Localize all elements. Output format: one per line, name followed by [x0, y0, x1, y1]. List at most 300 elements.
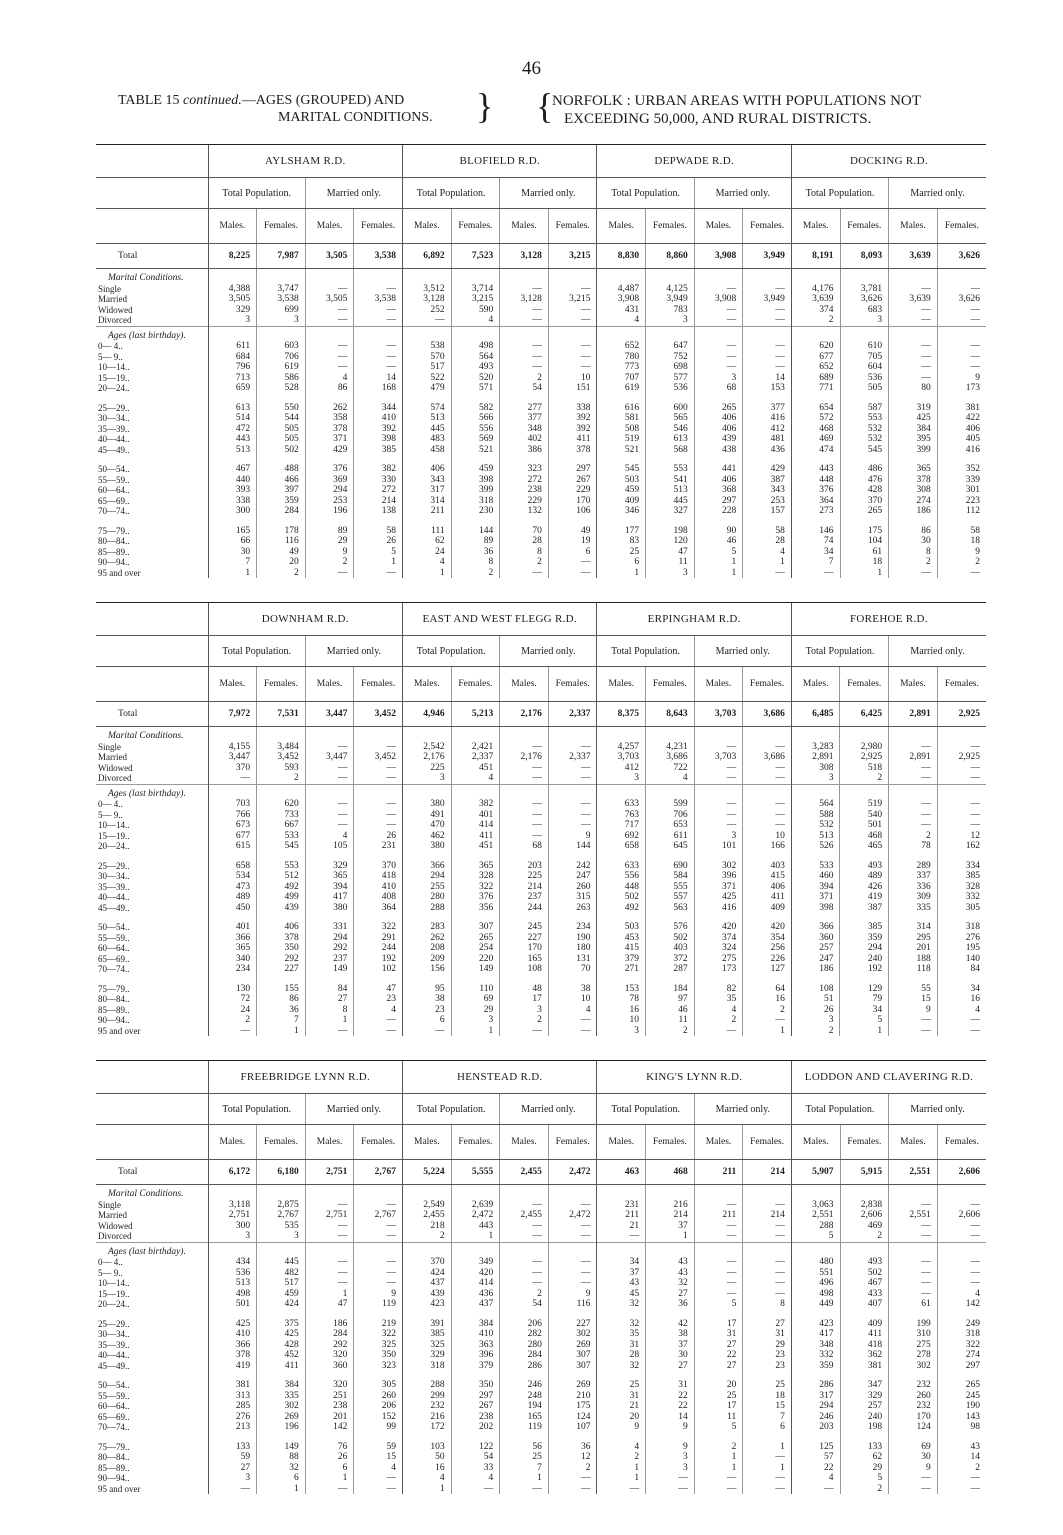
value-cell: 406 — [403, 464, 452, 475]
value-cell: 3,538 — [354, 294, 403, 305]
value-cell: 2 — [889, 831, 938, 842]
value-cell: 4,176 — [791, 284, 840, 295]
value-cell: 3 — [646, 1463, 695, 1474]
value-cell: 3,747 — [257, 284, 306, 295]
value-cell: 410 — [354, 882, 403, 893]
value-cell: 1 — [305, 1289, 354, 1300]
value-cell: 4,946 — [403, 702, 452, 727]
females-header: Females. — [257, 209, 306, 244]
row-label: 80—84.. — [98, 994, 130, 1005]
value-cell: 21 — [597, 1401, 646, 1412]
value-cell: — — [743, 352, 792, 363]
value-cell: — — [743, 763, 792, 774]
value-cell: 287 — [646, 964, 695, 975]
value-cell: 3 — [694, 831, 743, 842]
value-cell: 15 — [743, 1401, 792, 1412]
age-row — [96, 1391, 986, 1402]
value-cell: 262 — [403, 933, 452, 944]
value-cell: 384 — [889, 424, 938, 435]
value-cell: 339 — [937, 475, 986, 486]
value-cell: 334 — [937, 861, 986, 872]
value-cell: — — [743, 1221, 792, 1232]
value-cell: 402 — [500, 434, 549, 445]
value-cell: 673 — [208, 820, 257, 831]
value-cell: 450 — [208, 903, 257, 914]
value-cell: 242 — [548, 861, 597, 872]
value-cell: 78 — [889, 841, 938, 852]
value-cell: 54 — [500, 1299, 549, 1310]
value-cell: 5,555 — [451, 1160, 500, 1185]
value-cell: 300 — [208, 506, 257, 517]
value-cell: 9 — [889, 1005, 938, 1016]
value-cell: 78 — [597, 994, 646, 1005]
value-cell: 138 — [354, 506, 403, 517]
value-cell: 376 — [451, 892, 500, 903]
value-cell: 142 — [305, 1422, 354, 1433]
value-cell: 272 — [500, 475, 549, 486]
value-cell: 5 — [694, 1299, 743, 1310]
value-cell: — — [548, 315, 597, 326]
value-cell: 426 — [840, 882, 889, 893]
value-cell: 2,176 — [500, 702, 549, 727]
value-cell: 19 — [548, 536, 597, 547]
value-cell: 3,215 — [548, 244, 597, 269]
row-label: 55—59.. — [98, 474, 130, 485]
value-cell: 86 — [257, 994, 306, 1005]
value-cell: 8 — [305, 1005, 354, 1016]
value-cell: 3,063 — [791, 1200, 840, 1211]
married-only-header: Married only. — [305, 636, 402, 667]
value-cell: 165 — [500, 1412, 549, 1423]
value-cell: 564 — [791, 799, 840, 810]
value-cell: 459 — [451, 464, 500, 475]
total-population-header: Total Population. — [403, 636, 500, 667]
value-cell: 8,643 — [646, 702, 695, 727]
row-label: 50—54.. — [98, 1380, 130, 1391]
value-cell: 4,388 — [208, 284, 257, 295]
value-cell: 2,337 — [548, 752, 597, 763]
value-cell: — — [937, 1221, 986, 1232]
value-cell: 209 — [403, 954, 452, 965]
value-cell: 462 — [403, 831, 452, 842]
value-cell: — — [646, 1484, 695, 1495]
value-cell: 553 — [257, 861, 306, 872]
total-population-header: Total Population. — [791, 178, 888, 209]
value-cell: 502 — [597, 892, 646, 903]
value-cell: 581 — [597, 413, 646, 424]
value-cell: 1 — [403, 568, 452, 579]
ages-heading: Ages (last birthday). — [108, 1246, 186, 1257]
value-cell: — — [500, 352, 549, 363]
value-cell: 322 — [354, 1329, 403, 1340]
value-cell: — — [743, 1289, 792, 1300]
district-name: DOCKING R.D. — [791, 145, 986, 178]
value-cell: 329 — [305, 861, 354, 872]
value-cell: — — [937, 1200, 986, 1211]
total-population-header: Total Population. — [597, 1094, 694, 1125]
married-only-header: Married only. — [889, 1094, 986, 1125]
value-cell: 382 — [451, 799, 500, 810]
value-cell: 7 — [743, 1412, 792, 1423]
value-cell: 481 — [743, 434, 792, 445]
value-cell: 28 — [500, 536, 549, 547]
value-cell: — — [889, 1289, 938, 1300]
value-cell: 350 — [257, 943, 306, 954]
value-cell: 465 — [840, 841, 889, 852]
value-cell: — — [305, 1278, 354, 1289]
value-cell: 62 — [403, 536, 452, 547]
value-cell: 3,703 — [694, 752, 743, 763]
value-cell: 165 — [500, 954, 549, 965]
value-cell: 365 — [305, 871, 354, 882]
value-cell: 133 — [208, 1442, 257, 1453]
value-cell: 1 — [743, 557, 792, 568]
value-cell: 5 — [694, 1422, 743, 1433]
district-header-row — [96, 1061, 986, 1094]
value-cell: 251 — [305, 1391, 354, 1402]
value-cell: 428 — [257, 1340, 306, 1351]
value-cell: 273 — [791, 506, 840, 517]
value-cell: 376 — [305, 464, 354, 475]
value-cell: 365 — [451, 861, 500, 872]
value-cell: 328 — [937, 882, 986, 893]
value-cell: 397 — [257, 485, 306, 496]
value-cell: — — [208, 1026, 257, 1037]
value-cell: 350 — [451, 1380, 500, 1391]
value-cell: 295 — [889, 933, 938, 944]
age-row — [96, 413, 986, 424]
age-row — [96, 557, 986, 568]
value-cell: 425 — [257, 1329, 306, 1340]
age-row — [96, 831, 986, 842]
district-name: ERPINGHAM R.D. — [597, 603, 791, 636]
value-cell: 98 — [937, 1422, 986, 1433]
value-cell: 178 — [257, 526, 306, 537]
value-cell: 22 — [646, 1391, 695, 1402]
females-header: Females. — [840, 667, 889, 702]
district-table — [96, 144, 986, 578]
value-cell: 89 — [451, 536, 500, 547]
value-cell: 226 — [743, 954, 792, 965]
value-cell: 307 — [451, 922, 500, 933]
sex-header-row — [96, 1125, 986, 1160]
value-cell: — — [937, 742, 986, 753]
value-cell: 652 — [597, 341, 646, 352]
total-population-header: Total Population. — [208, 178, 305, 209]
value-cell: 356 — [451, 903, 500, 914]
value-cell: 276 — [937, 933, 986, 944]
males-header: Males. — [403, 667, 452, 702]
value-cell: 38 — [403, 994, 452, 1005]
value-cell: 11 — [646, 1015, 695, 1026]
value-cell: 59 — [208, 1452, 257, 1463]
value-cell: 613 — [208, 403, 257, 414]
value-cell: 2 — [840, 1231, 889, 1242]
value-cell: 272 — [354, 485, 403, 496]
value-cell: 406 — [694, 475, 743, 486]
district-name: BLOFIELD R.D. — [403, 145, 597, 178]
value-cell: 16 — [597, 1005, 646, 1016]
value-cell: — — [354, 1221, 403, 1232]
value-cell: 412 — [597, 763, 646, 774]
value-cell: 2,639 — [451, 1200, 500, 1211]
value-cell: 133 — [840, 1442, 889, 1453]
region-line-1: NORFOLK : URBAN AREAS WITH POPULATIONS NOT — [552, 93, 921, 109]
value-cell: 476 — [840, 475, 889, 486]
value-cell: 34 — [840, 1005, 889, 1016]
females-header: Females. — [646, 209, 695, 244]
value-cell: 28 — [743, 536, 792, 547]
value-cell: 540 — [840, 810, 889, 821]
age-row — [96, 1452, 986, 1463]
value-cell: 420 — [694, 922, 743, 933]
table-block — [96, 1060, 986, 1494]
value-cell: 4,257 — [597, 742, 646, 753]
value-cell: 411 — [840, 1329, 889, 1340]
value-cell: — — [937, 284, 986, 295]
value-cell: 603 — [257, 341, 306, 352]
value-cell: 437 — [403, 1278, 452, 1289]
value-cell: 372 — [646, 954, 695, 965]
value-cell: — — [500, 742, 549, 753]
value-cell: — — [889, 742, 938, 753]
value-cell: — — [548, 1026, 597, 1037]
value-cell: 8,225 — [208, 244, 257, 269]
value-cell: 536 — [646, 383, 695, 394]
value-cell: 208 — [403, 943, 452, 954]
value-cell: 80 — [889, 383, 938, 394]
value-cell: 396 — [451, 1350, 500, 1361]
value-cell: 417 — [305, 892, 354, 903]
value-cell: 2 — [548, 1463, 597, 1474]
value-cell: 550 — [257, 403, 306, 414]
males-header: Males. — [208, 1125, 257, 1160]
value-cell: 46 — [646, 1005, 695, 1016]
value-cell: 231 — [597, 1200, 646, 1211]
value-cell: 254 — [451, 943, 500, 954]
value-cell: 198 — [646, 526, 695, 537]
value-cell: 168 — [354, 383, 403, 394]
value-cell: 352 — [937, 464, 986, 475]
value-cell: 325 — [403, 1340, 452, 1351]
value-cell: — — [548, 1015, 597, 1026]
value-cell: 228 — [694, 506, 743, 517]
value-cell: 438 — [694, 445, 743, 456]
value-cell: — — [743, 773, 792, 784]
value-cell: 409 — [743, 903, 792, 914]
value-cell: 2,551 — [889, 1160, 938, 1185]
value-cell: 3 — [646, 568, 695, 579]
value-cell: 3,283 — [791, 742, 840, 753]
value-cell: 192 — [354, 954, 403, 965]
value-cell: — — [694, 305, 743, 316]
females-header: Females. — [840, 209, 889, 244]
value-cell: 395 — [889, 434, 938, 445]
value-cell: 285 — [208, 1401, 257, 1412]
value-cell: 2,455 — [403, 1210, 452, 1221]
value-cell: 376 — [791, 485, 840, 496]
value-cell: 214 — [646, 1210, 695, 1221]
row-label: 0— 4.. — [98, 341, 123, 352]
value-cell: 3,452 — [354, 752, 403, 763]
value-cell: 403 — [646, 943, 695, 954]
value-cell: — — [694, 1200, 743, 1211]
value-cell: 343 — [743, 485, 792, 496]
value-cell: 422 — [937, 413, 986, 424]
value-cell: 32 — [597, 1299, 646, 1310]
females-header: Females. — [257, 1125, 306, 1160]
value-cell: 3,128 — [403, 294, 452, 305]
ages-heading: Ages (last birthday). — [108, 788, 186, 799]
value-cell: 31 — [597, 1391, 646, 1402]
value-cell: — — [500, 763, 549, 774]
value-cell: — — [500, 1231, 549, 1242]
table-continued: continued. — [182, 93, 242, 108]
value-cell: 3,626 — [937, 294, 986, 305]
value-cell: — — [354, 773, 403, 784]
value-cell: 3,639 — [889, 294, 938, 305]
value-cell: 532 — [840, 424, 889, 435]
value-cell: — — [354, 810, 403, 821]
females-header: Females. — [646, 1125, 695, 1160]
value-cell: 289 — [889, 861, 938, 872]
value-cell: 276 — [208, 1412, 257, 1423]
value-cell: 1 — [694, 1452, 743, 1463]
value-cell: 32 — [597, 1361, 646, 1372]
value-cell: — — [937, 1257, 986, 1268]
value-cell: — — [548, 362, 597, 373]
males-header: Males. — [597, 1125, 646, 1160]
value-cell: 170 — [889, 1412, 938, 1423]
value-cell: 229 — [500, 496, 549, 507]
value-cell: — — [305, 742, 354, 753]
total-population-header: Total Population. — [791, 1094, 888, 1125]
age-row — [96, 1340, 986, 1351]
value-cell: — — [791, 568, 840, 579]
value-cell: — — [743, 820, 792, 831]
value-cell: — — [500, 1484, 549, 1495]
value-cell: 124 — [548, 1412, 597, 1423]
row-label: 35—39.. — [98, 1339, 130, 1350]
value-cell: — — [937, 773, 986, 784]
value-cell: 505 — [257, 434, 306, 445]
value-cell: 247 — [548, 871, 597, 882]
value-cell: 2,606 — [937, 1160, 986, 1185]
value-cell: — — [548, 1278, 597, 1289]
value-cell: 387 — [743, 475, 792, 486]
value-cell: 310 — [889, 1329, 938, 1340]
age-row — [96, 475, 986, 486]
value-cell: 43 — [646, 1257, 695, 1268]
value-cell: 203 — [500, 861, 549, 872]
age-row — [96, 1422, 986, 1433]
value-cell: 4 — [451, 773, 500, 784]
single-row — [96, 1200, 986, 1211]
value-cell: 2 — [743, 1005, 792, 1016]
value-cell: 2 — [694, 1442, 743, 1453]
value-cell: 604 — [840, 362, 889, 373]
value-cell: 653 — [646, 820, 695, 831]
age-row — [96, 964, 986, 975]
value-cell: 25 — [500, 1452, 549, 1463]
value-cell: 34 — [791, 547, 840, 558]
value-cell: 448 — [791, 475, 840, 486]
value-cell: 269 — [548, 1380, 597, 1391]
value-cell: 4 — [451, 1473, 500, 1484]
value-cell: 210 — [548, 1391, 597, 1402]
value-cell: 302 — [694, 861, 743, 872]
value-cell: 2,767 — [257, 1210, 306, 1221]
age-row — [96, 506, 986, 517]
value-cell: — — [548, 1473, 597, 1484]
row-label: 60—64.. — [98, 1401, 130, 1412]
value-cell: 2,472 — [548, 1160, 597, 1185]
value-cell: 423 — [403, 1299, 452, 1310]
value-cell: 238 — [500, 485, 549, 496]
value-cell: 407 — [840, 1299, 889, 1310]
value-cell: — — [500, 1221, 549, 1232]
value-cell: 335 — [257, 1391, 306, 1402]
value-cell: 577 — [646, 373, 695, 384]
age-row — [96, 1026, 986, 1037]
value-cell: 47 — [354, 984, 403, 995]
value-cell: — — [694, 763, 743, 774]
value-cell: 3 — [597, 1026, 646, 1037]
total-population-header: Total Population. — [791, 636, 888, 667]
value-cell: 265 — [840, 506, 889, 517]
value-cell: 142 — [937, 1299, 986, 1310]
value-cell: 538 — [403, 341, 452, 352]
value-cell: 576 — [646, 922, 695, 933]
value-cell: 9 — [646, 1442, 695, 1453]
table-title — [118, 92, 498, 126]
value-cell: 199 — [889, 1319, 938, 1330]
value-cell: 50 — [403, 1452, 452, 1463]
value-cell: 394 — [791, 882, 840, 893]
value-cell: 318 — [451, 496, 500, 507]
value-cell: 582 — [451, 403, 500, 414]
value-cell: 4 — [548, 1005, 597, 1016]
value-cell: — — [403, 315, 452, 326]
value-cell: — — [694, 1026, 743, 1037]
value-cell: 308 — [889, 485, 938, 496]
value-cell: 2 — [257, 568, 306, 579]
value-cell: 3,686 — [743, 752, 792, 763]
value-cell: 396 — [694, 871, 743, 882]
value-cell: 3,626 — [937, 244, 986, 269]
value-cell: 267 — [548, 475, 597, 486]
value-cell: 29 — [305, 536, 354, 547]
value-cell: 459 — [597, 485, 646, 496]
value-cell: — — [548, 568, 597, 579]
value-cell: 498 — [451, 341, 500, 352]
value-cell: 1 — [257, 1484, 306, 1495]
value-cell: 3 — [646, 1452, 695, 1463]
value-cell: 170 — [500, 943, 549, 954]
value-cell: — — [548, 557, 597, 568]
value-cell: 157 — [743, 506, 792, 517]
value-cell: 2 — [451, 568, 500, 579]
value-cell: 418 — [840, 1340, 889, 1351]
value-cell: — — [694, 742, 743, 753]
value-cell: — — [937, 820, 986, 831]
marital-heading: Marital Conditions. — [108, 731, 184, 742]
value-cell: 340 — [208, 954, 257, 965]
value-cell: 61 — [889, 1299, 938, 1310]
value-cell: 493 — [840, 1257, 889, 1268]
value-cell: — — [354, 305, 403, 316]
value-cell: 265 — [451, 933, 500, 944]
